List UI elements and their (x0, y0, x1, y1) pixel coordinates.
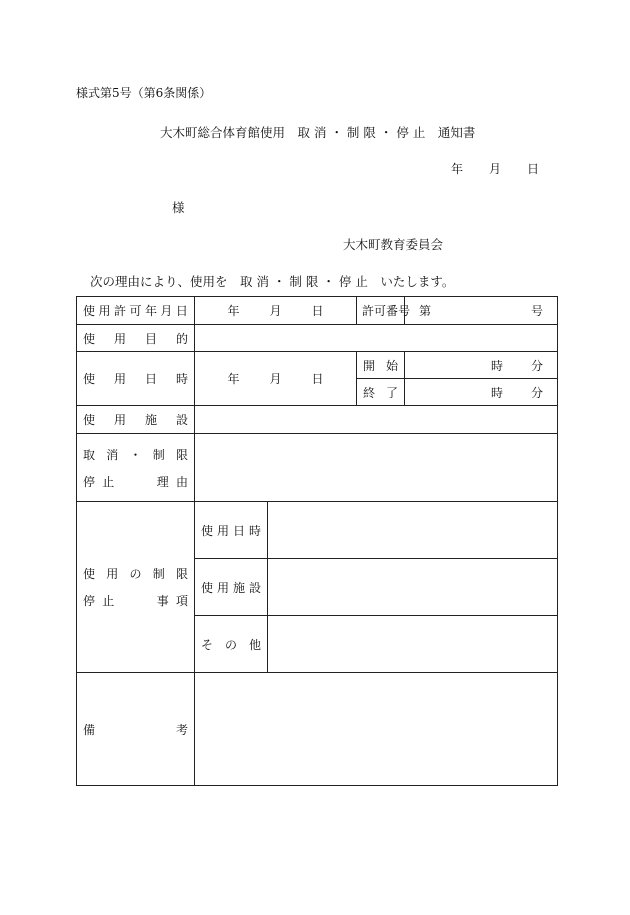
facility-label: 使 用 施 設 (77, 406, 195, 434)
row-reason (77, 434, 558, 502)
reason-value[interactable] (195, 434, 558, 502)
row-facility (77, 406, 558, 434)
issue-date (451, 160, 539, 177)
row-purpose (77, 325, 558, 352)
issue-date-year: 年 (451, 162, 464, 176)
issue-date-day: 日 (527, 162, 540, 176)
addressee-suffix: 様 (172, 200, 185, 215)
restriction-facility-value[interactable] (268, 559, 558, 616)
notice-form-table (76, 296, 558, 786)
row-restriction-datetime (77, 502, 558, 559)
permit-date-value[interactable]: 年 月 日 (195, 297, 357, 325)
intro-sentence: 次の理由により、使用を 取 消 ・ 制 限 ・ 停 止 いたします。 (90, 274, 455, 289)
row-usage-datetime-start (77, 352, 558, 379)
usage-date-value[interactable]: 年 月 日 (195, 352, 357, 406)
purpose-value[interactable] (195, 325, 558, 352)
restriction-datetime-label: 使 用 日 時 (195, 502, 268, 559)
permit-number-value[interactable]: 第 号 (405, 297, 558, 325)
end-label: 終 了 (357, 379, 405, 406)
restriction-other-label: そ の 他 (195, 616, 268, 673)
issue-date-month: 月 (489, 162, 502, 176)
document-title: 大木町総合体育館使用 取 消 ・ 制 限 ・ 停 止 通知書 (160, 125, 476, 140)
restriction-facility-label: 使 用 施 設 (195, 559, 268, 616)
reason-label: 取 消 ・ 制 限 停 止 理 由 (77, 434, 195, 502)
row-remarks (77, 673, 558, 786)
issuer-name: 大木町教育委員会 (343, 237, 444, 252)
restriction-datetime-value[interactable] (268, 502, 558, 559)
permit-date-label: 使 用 許 可 年 月 日 (77, 297, 195, 325)
start-label: 開 始 (357, 352, 405, 379)
purpose-label: 使 用 目 的 (77, 325, 195, 352)
restriction-label: 使 用 の 制 限 停 止 事 項 (77, 502, 195, 673)
remarks-value[interactable] (195, 673, 558, 786)
start-time-value[interactable]: 時 分 (405, 352, 558, 379)
usage-datetime-label: 使 用 日 時 (77, 352, 195, 406)
permit-number-label: 許 可 番 号 (357, 297, 405, 325)
form-number: 様式第5号（第6条関係） (76, 86, 212, 100)
facility-value[interactable] (195, 406, 558, 434)
row-permit-date (77, 297, 558, 325)
end-time-value[interactable]: 時 分 (405, 379, 558, 406)
restriction-other-value[interactable] (268, 616, 558, 673)
remarks-label: 備 考 (77, 673, 195, 786)
